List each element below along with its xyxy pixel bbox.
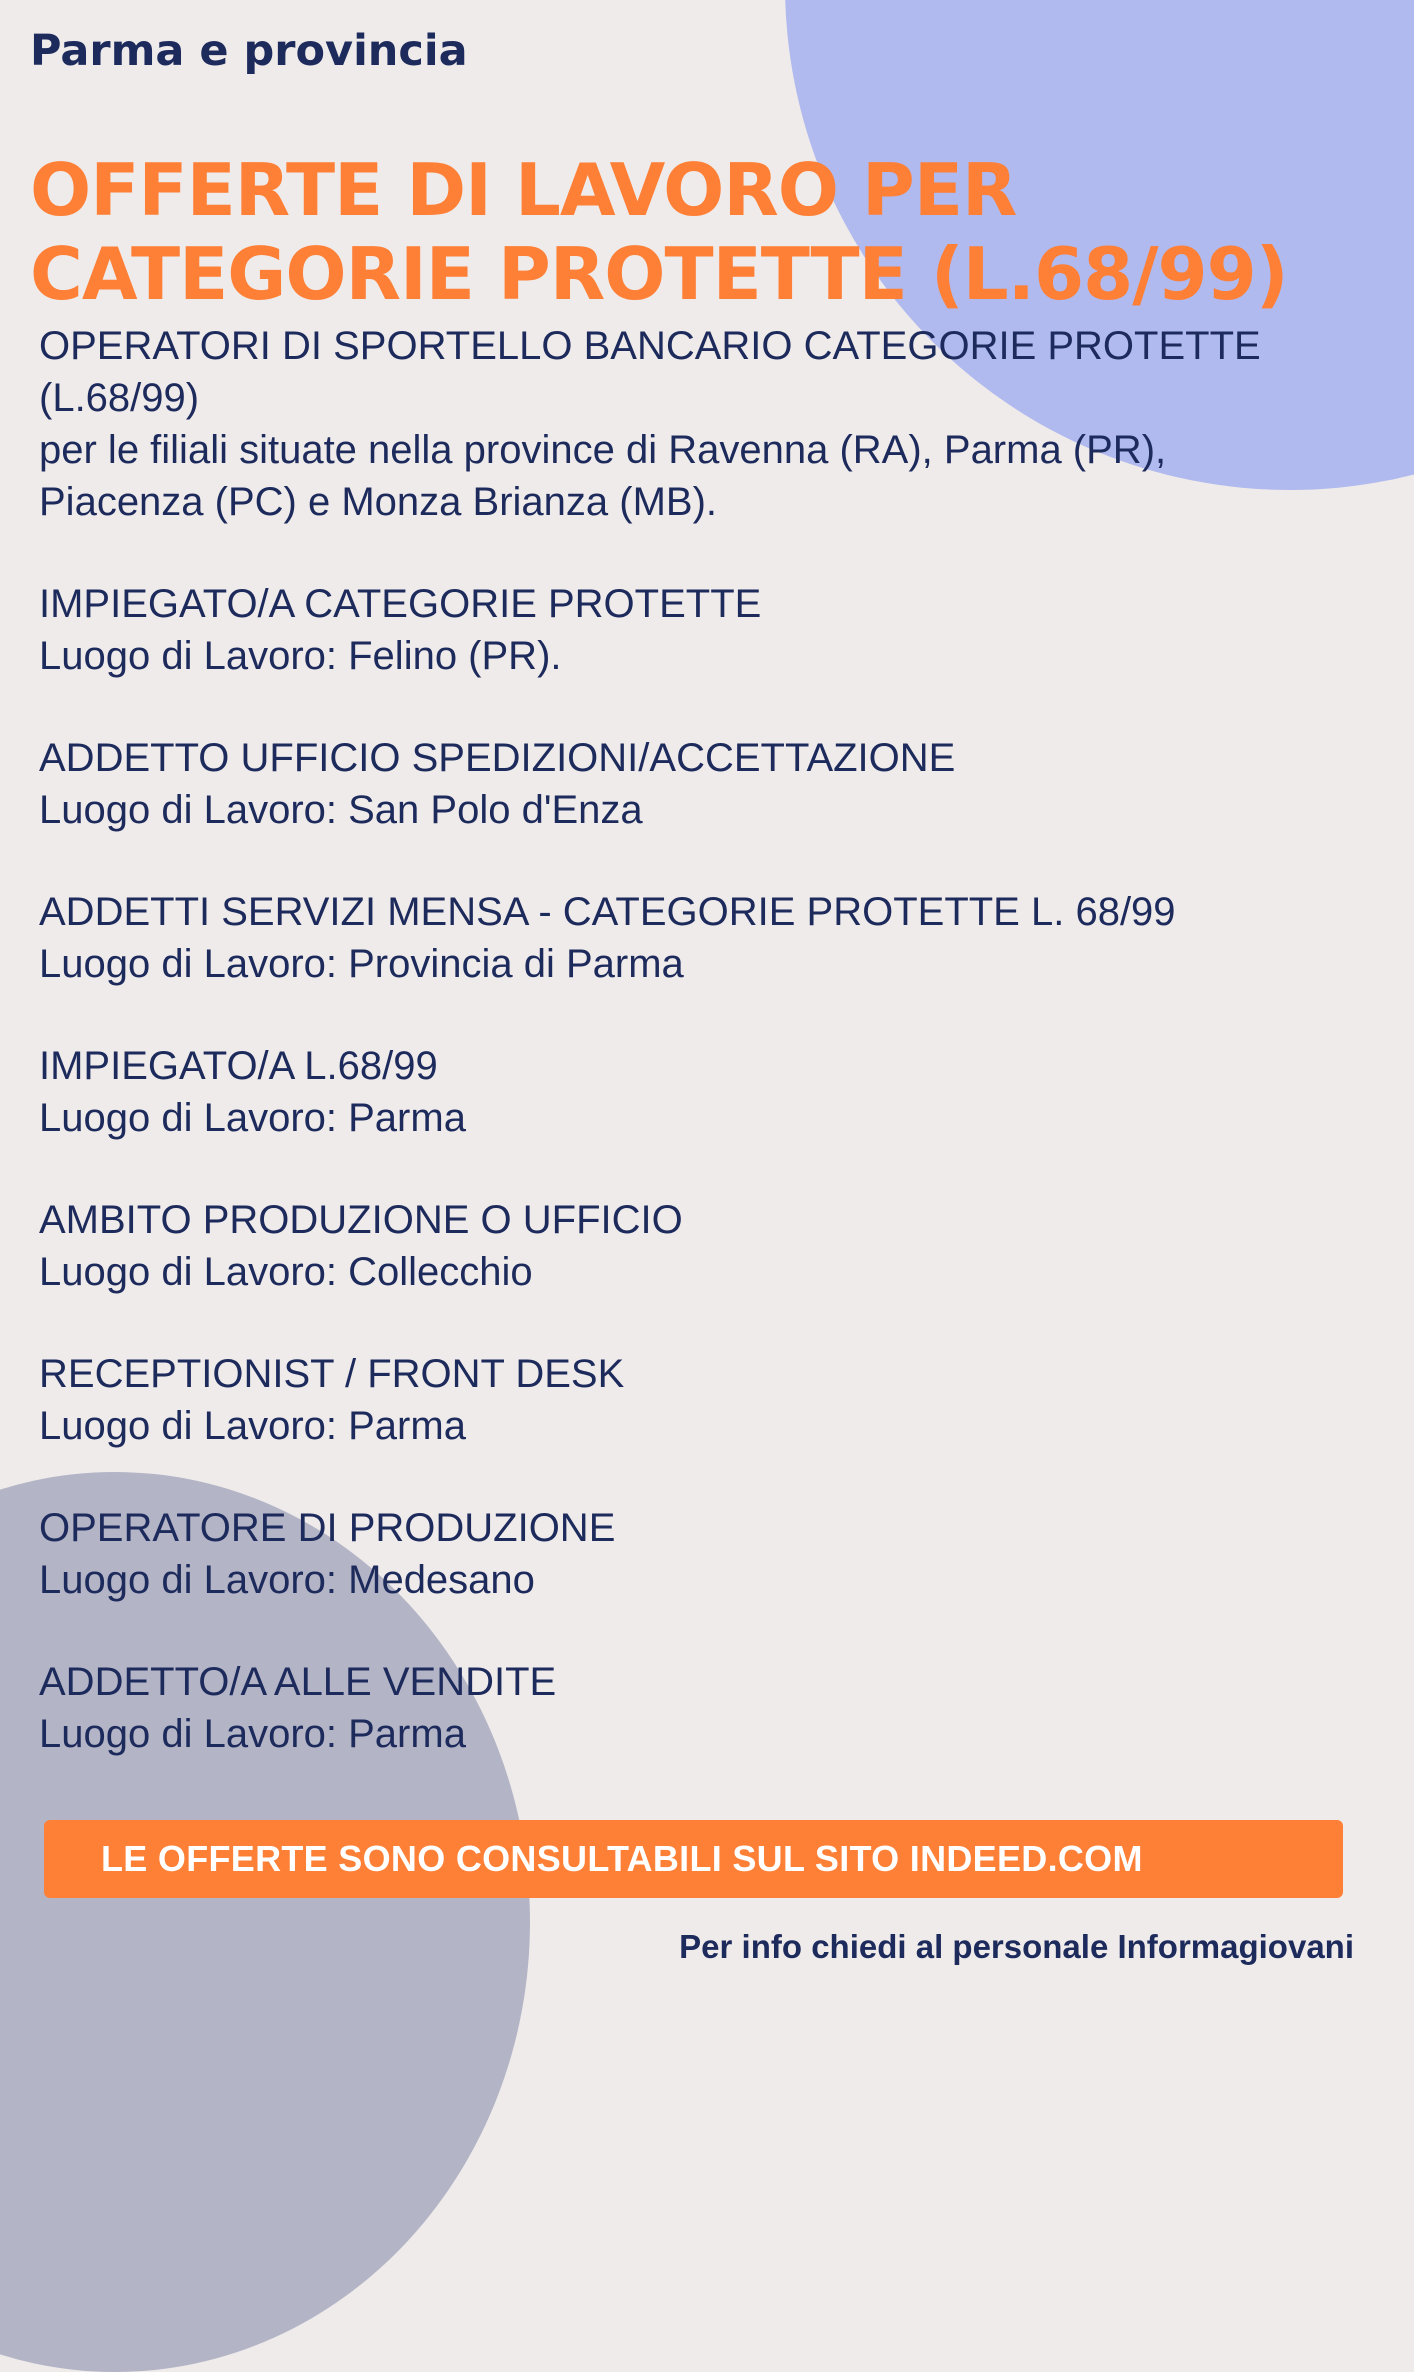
job-listings <box>39 320 1369 1810</box>
job-listing-production-operator <box>39 1502 1369 1606</box>
job-title: ADDETTI SERVIZI MENSA - CATEGORIE PROTETTE L. 68/99 <box>39 890 1176 934</box>
job-location: per le filiali situate nella province di Ravenna (RA), Parma (PR), <box>39 428 1167 472</box>
job-title: ADDETTO/A ALLE VENDITE <box>39 1660 557 1704</box>
job-title: IMPIEGATO/A L.68/99 <box>39 1044 438 1088</box>
job-title: OPERATORI DI SPORTELLO BANCARIO CATEGORIE PROTETTE <box>39 324 1261 368</box>
page-title-line-2: CATEGORIE PROTETTE (L.68/99) <box>30 232 1288 316</box>
job-location: Luogo di Lavoro: Provincia di Parma <box>39 942 684 986</box>
job-listing-sales-assistant <box>39 1656 1369 1760</box>
job-listing-clerk-felino <box>39 578 1369 682</box>
job-listing-canteen-services <box>39 886 1369 990</box>
job-location: Luogo di Lavoro: Parma <box>39 1096 466 1140</box>
banner-text: LE OFFERTE SONO CONSULTABILI SUL SITO INDEED.COM <box>101 1838 1143 1879</box>
job-location: Luogo di Lavoro: Parma <box>39 1404 466 1448</box>
job-listing-production-or-office <box>39 1194 1369 1298</box>
job-listing-bank-teller <box>39 320 1369 528</box>
job-title: IMPIEGATO/A CATEGORIE PROTETTE <box>39 582 762 626</box>
job-location: Luogo di Lavoro: San Polo d'Enza <box>39 788 643 832</box>
job-title: ADDETTO UFFICIO SPEDIZIONI/ACCETTAZIONE <box>39 736 956 780</box>
job-location-continued: Piacenza (PC) e Monza Brianza (MB). <box>39 480 718 524</box>
job-title: OPERATORE DI PRODUZIONE <box>39 1506 616 1550</box>
job-listing-receptionist <box>39 1348 1369 1452</box>
page-title-line-1: OFFERTE DI LAVORO PER <box>30 148 1017 232</box>
job-listing-clerk-parma <box>39 1040 1369 1144</box>
indeed-info-banner <box>44 1820 1343 1898</box>
page-title <box>30 148 1330 316</box>
job-title: RECEPTIONIST / FRONT DESK <box>39 1352 625 1396</box>
job-location: Luogo di Lavoro: Medesano <box>39 1558 535 1602</box>
job-title: AMBITO PRODUZIONE O UFFICIO <box>39 1198 683 1242</box>
job-location: Luogo di Lavoro: Felino (PR). <box>39 634 562 678</box>
region-heading: Parma e provincia <box>30 26 468 76</box>
job-location: Luogo di Lavoro: Parma <box>39 1712 466 1756</box>
job-location: Luogo di Lavoro: Collecchio <box>39 1250 533 1294</box>
footer-note: Per info chiedi al personale Informagiovani <box>679 1928 1354 1965</box>
job-title-continued: (L.68/99) <box>39 376 200 420</box>
job-listing-shipping-office <box>39 732 1369 836</box>
